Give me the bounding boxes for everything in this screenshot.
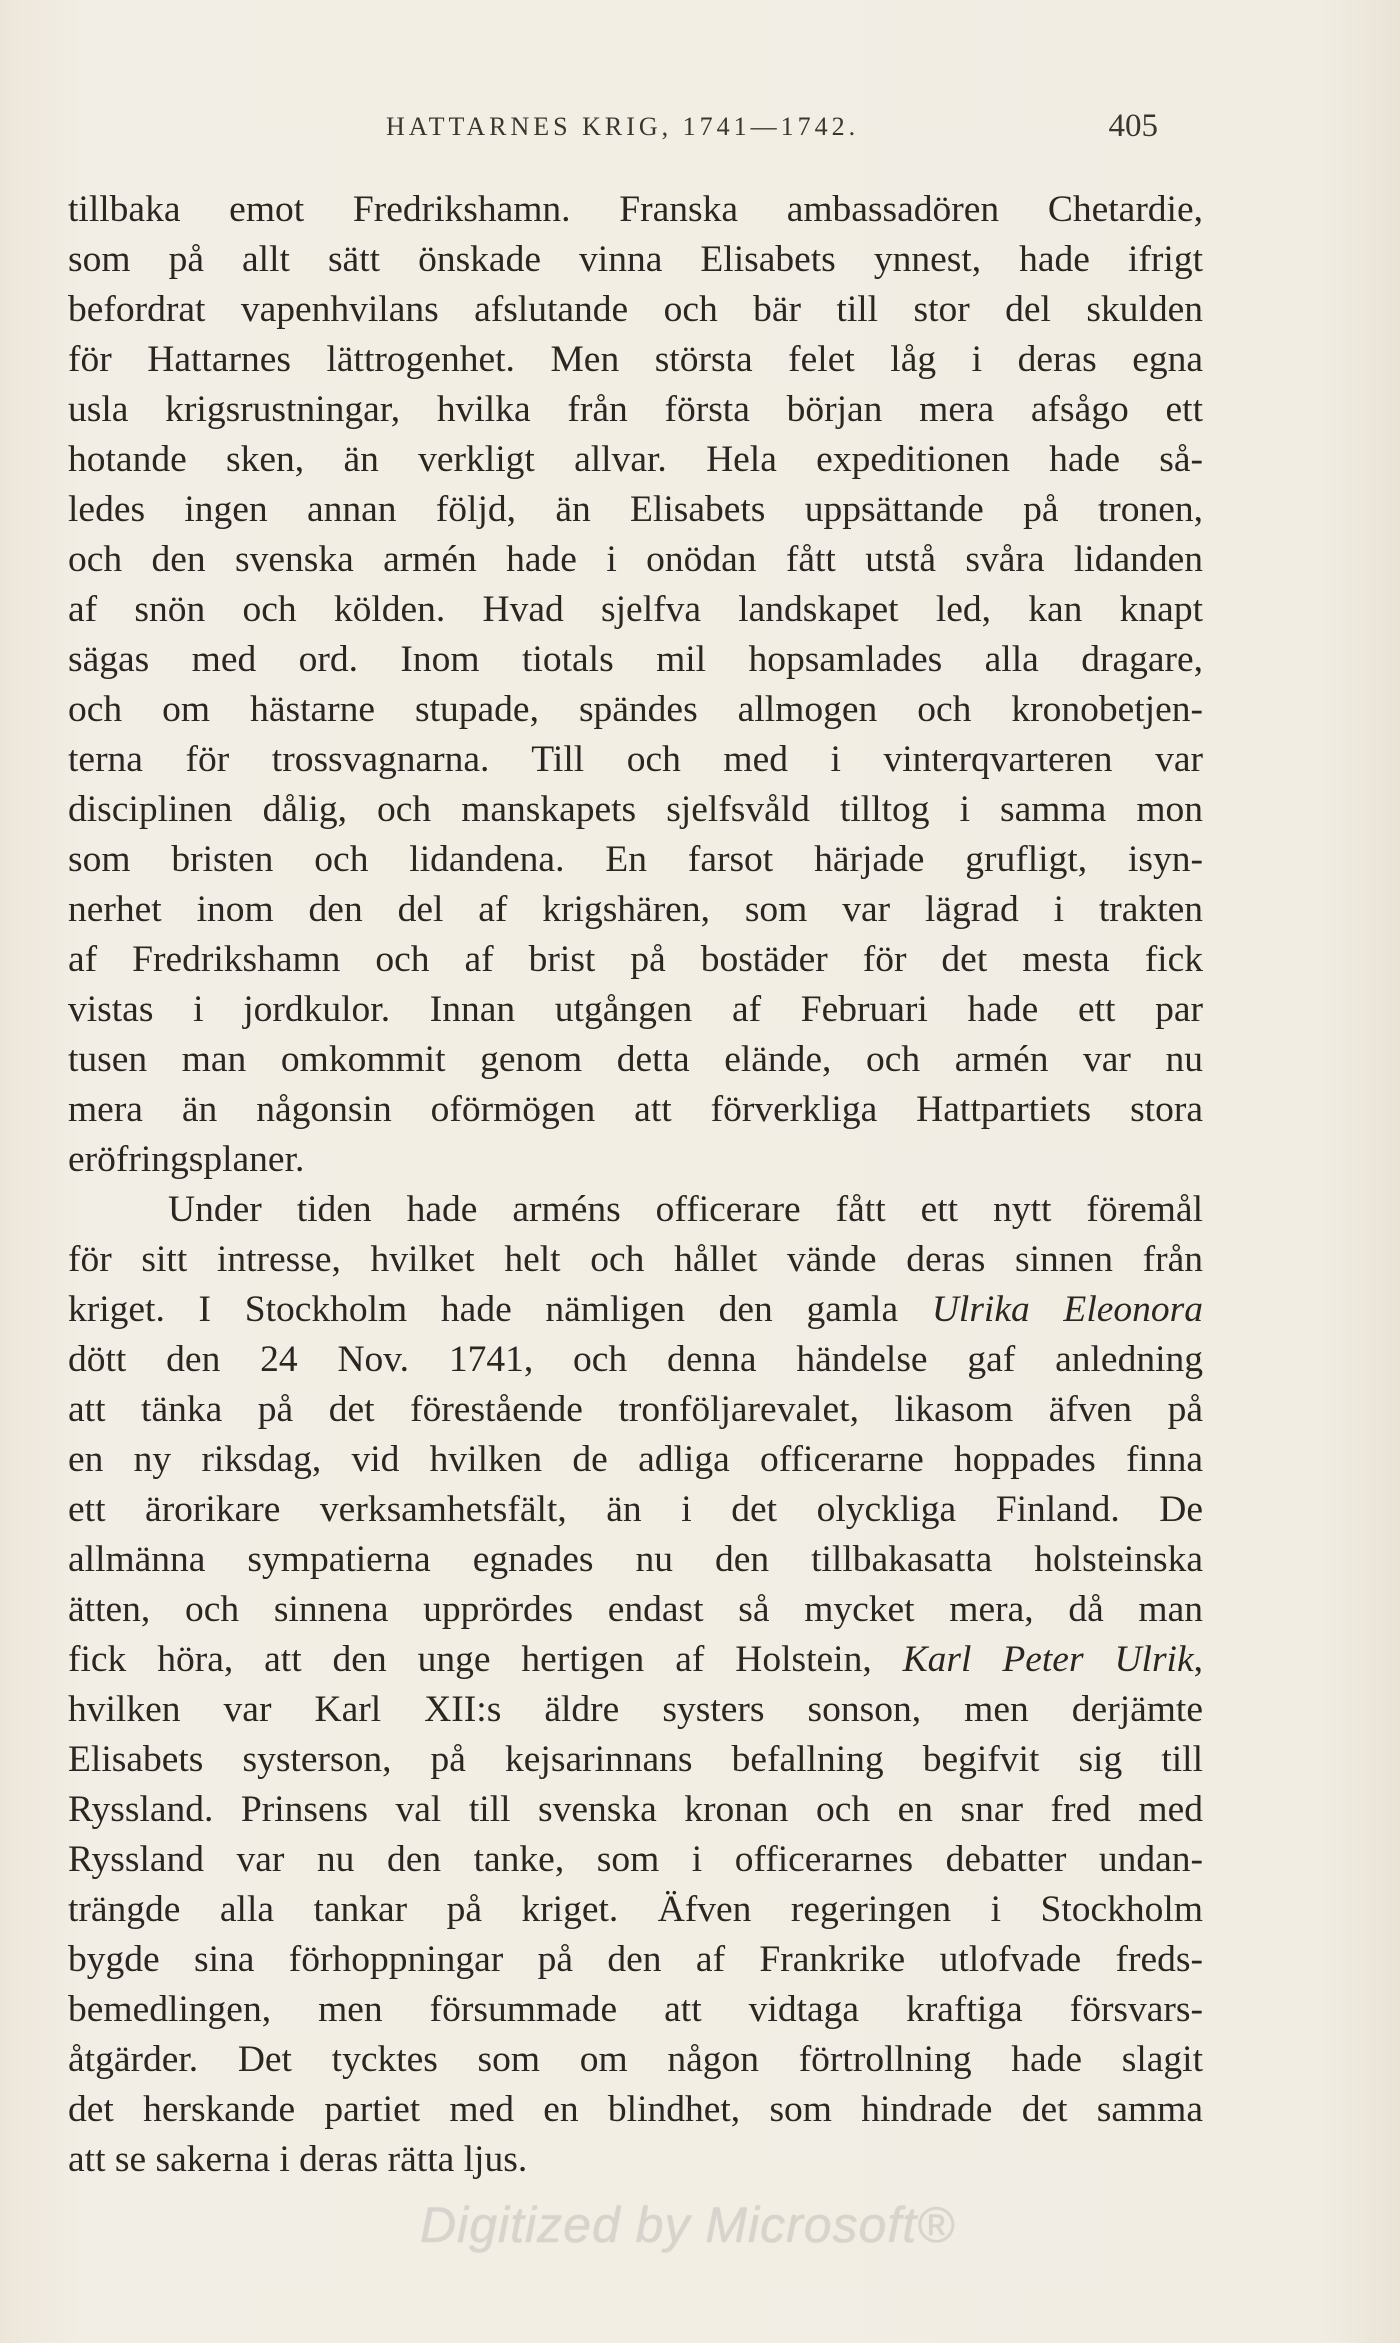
page-number: 405 bbox=[1108, 108, 1158, 144]
text-line: allmänna sympatierna egnades nu den tillbakasatta holsteinska bbox=[68, 1539, 1203, 1580]
text-line: för Hattarnes lättrogenhet. Men största felet låg i deras egna bbox=[68, 339, 1203, 380]
text-line: åtgärder. Det tycktes som om någon förtrollning hade slagit bbox=[68, 2039, 1203, 2080]
digitization-watermark: Digitized by Microsoft® bbox=[420, 2197, 955, 2253]
text-line: tusen man omkommit genom detta elände, och armén var nu bbox=[68, 1039, 1203, 1080]
text-line: ledes ingen annan följd, än Elisabets uppsättande på tronen, bbox=[68, 489, 1203, 530]
text-line: för sitt intresse, hvilket helt och hållet vände deras sinnen från bbox=[68, 1239, 1203, 1280]
text-line: ett ärorikare verksamhetsfält, än i det olyckliga Finland. De bbox=[68, 1489, 1203, 1530]
text-line: och om hästarne stupade, spändes allmogen och kronobetjen- bbox=[68, 689, 1203, 730]
text-line: mera än någonsin oförmögen att förverkliga Hattpartiets stora bbox=[68, 1089, 1203, 1130]
text-line: som på allt sätt önskade vinna Elisabets ynnest, hade ifrigt bbox=[68, 239, 1203, 280]
text-line: bygde sina förhoppningar på den af Frankrike utlofvade freds- bbox=[68, 1939, 1203, 1980]
text-line: sägas med ord. Inom tiotals mil hopsamlades alla dragare, bbox=[68, 639, 1203, 680]
text-line: terna för trossvagnarna. Till och med i vinterqvarteren var bbox=[68, 739, 1203, 780]
text-line: hotande sken, än verkligt allvar. Hela expeditionen hade så- bbox=[68, 439, 1203, 480]
text-line: ätten, och sinnena upprördes endast så mycket mera, då man bbox=[68, 1589, 1203, 1630]
text-line: och den svenska armén hade i onödan fått utstå svåra lidanden bbox=[68, 539, 1203, 580]
text-line bbox=[68, 1635, 1203, 1685]
running-head bbox=[68, 108, 1158, 152]
text-line: tillbaka emot Fredrikshamn. Franska ambassadören Chetardie, bbox=[68, 189, 1203, 230]
text-line: usla krigsrustningar, hvilka från första början mera afsågo ett bbox=[68, 389, 1203, 430]
text-line: befordrat vapenhvilans afslutande och bär till stor del skulden bbox=[68, 289, 1203, 330]
text-line bbox=[68, 1285, 1203, 1335]
italic-name: Ulrika Eleonora bbox=[931, 1289, 1203, 1330]
text-line: hvilken var Karl XII:s äldre systers sonson, men derjämte bbox=[68, 1689, 1203, 1730]
text-line: Ryssland var nu den tanke, som i officerarnes debatter undan- bbox=[68, 1839, 1203, 1880]
text-line: vistas i jordkulor. Innan utgången af Februari hade ett par bbox=[68, 989, 1203, 1030]
running-title: HATTARNES KRIG, 1741—1742. bbox=[386, 112, 860, 141]
text-line: en ny riksdag, vid hvilken de adliga officerarne hoppades finna bbox=[68, 1439, 1203, 1480]
text-line: att tänka på det förestående tronföljarevalet, likasom äfven på bbox=[68, 1389, 1203, 1430]
text-line: disciplinen dålig, och manskapets sjelfsvåld tilltog i samma mon bbox=[68, 789, 1203, 830]
text-line: Ryssland. Prinsens val till svenska kronan och en snar fred med bbox=[68, 1789, 1203, 1830]
line-text: kriget. I Stockholm hade nämligen den gamla bbox=[68, 1289, 932, 1330]
text-line: att se sakerna i deras rätta ljus. bbox=[68, 2139, 528, 2180]
text-line: Elisabets systerson, på kejsarinnans befallning begifvit sig till bbox=[68, 1739, 1203, 1780]
text-line: som bristen och lidandena. En farsot härjade grufligt, isyn- bbox=[68, 839, 1203, 880]
text-line: Under tiden hade arméns officerare fått ett nytt föremål bbox=[168, 1189, 1203, 1230]
text-line: dött den 24 Nov. 1741, och denna händelse gaf anledning bbox=[68, 1339, 1203, 1380]
text-line: nerhet inom den del af krigshären, som var lägrad i trakten bbox=[68, 889, 1203, 930]
line-text: fick höra, att den unge hertigen af Holstein, bbox=[68, 1639, 903, 1680]
body-text bbox=[68, 185, 1203, 2185]
text-line: bemedlingen, men försummade att vidtaga kraftiga försvars- bbox=[68, 1989, 1203, 2030]
text-line: trängde alla tankar på kriget. Äfven regeringen i Stockholm bbox=[68, 1889, 1203, 1930]
text-line: eröfringsplaner. bbox=[68, 1139, 305, 1180]
text-line: af snön och kölden. Hvad sjelfva landskapet led, kan knapt bbox=[68, 589, 1203, 630]
line-text: , bbox=[1193, 1639, 1203, 1680]
text-line: det herskande partiet med en blindhet, som hindrade det samma bbox=[68, 2089, 1203, 2130]
italic-name: Karl Peter Ulrik bbox=[902, 1639, 1194, 1680]
text-line: af Fredrikshamn och af brist på bostäder för det mesta fick bbox=[68, 939, 1203, 980]
